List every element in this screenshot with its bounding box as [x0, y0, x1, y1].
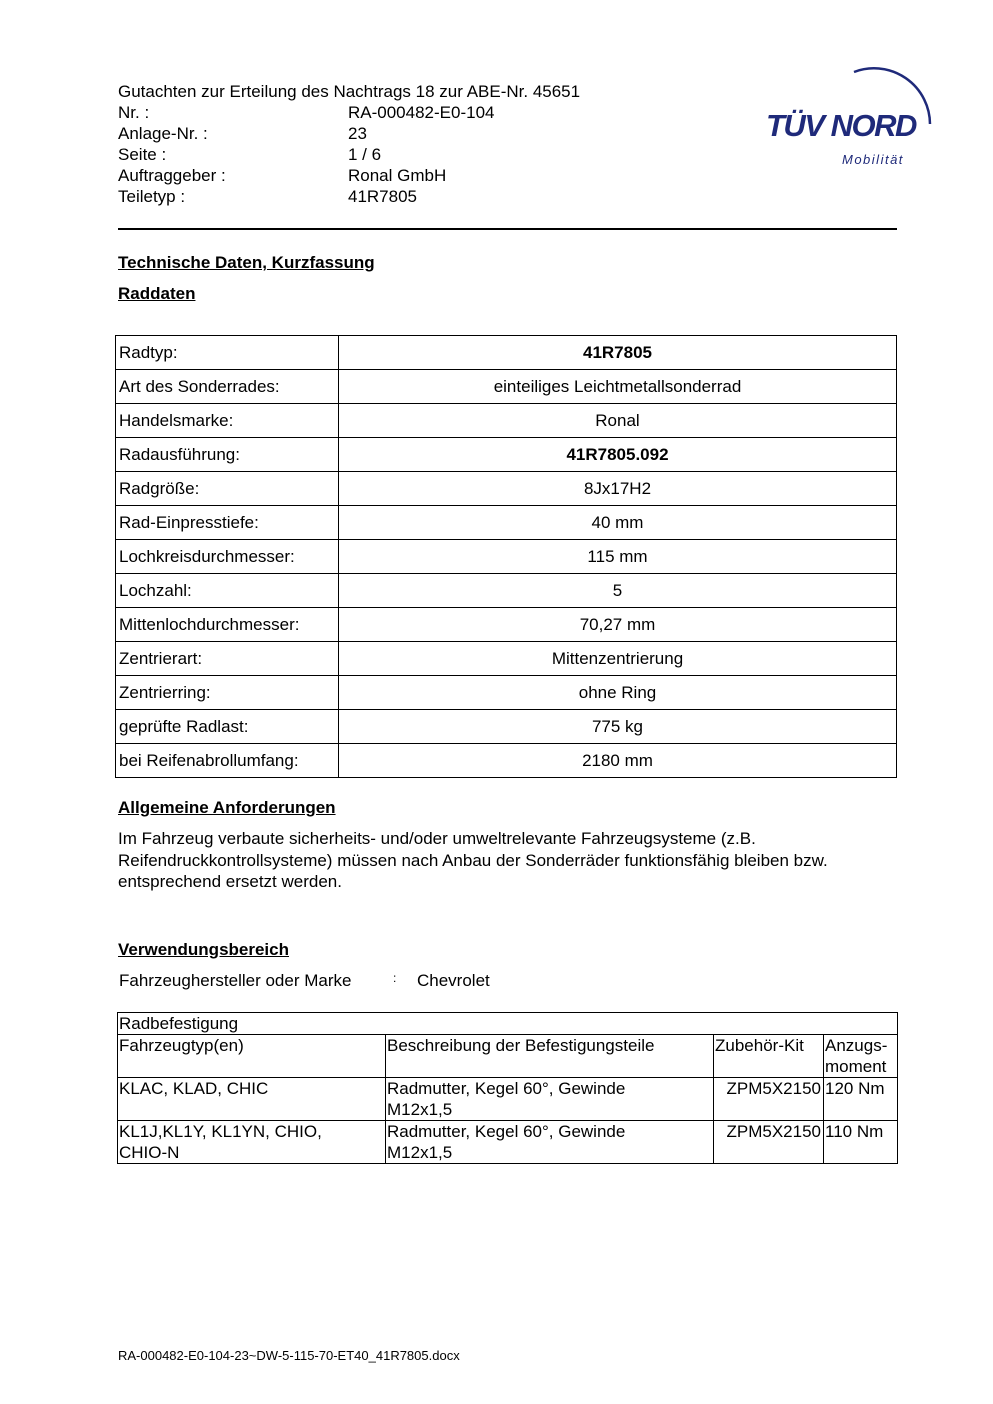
table-row: [116, 710, 897, 744]
table-row: [116, 472, 897, 506]
table-cell-label: Handelsmarke:: [116, 404, 339, 438]
table-cell-value: 115 mm: [339, 540, 897, 574]
table-caption-row: [118, 1013, 898, 1035]
table-row: [116, 506, 897, 540]
table-cell-value: Mittenzentrierung: [339, 642, 897, 676]
tuv-nord-logo: [762, 58, 942, 173]
table-cell-label: geprüfte Radlast:: [116, 710, 339, 744]
table-cell: ZPM5X2150: [714, 1078, 824, 1121]
table-cell-value: 41R7805.092: [339, 438, 897, 472]
wheel-fastening-table: [117, 1012, 898, 1164]
table-row: [116, 370, 897, 404]
section-heading-wheel-data: Raddaten: [118, 284, 196, 303]
footer-filename: RA-000482-E0-104-23~DW-5-115-70-ET40_41R7805.docx: [118, 1348, 460, 1363]
table-row: [116, 744, 897, 778]
table-cell: Radmutter, Kegel 60°, Gewinde M12x1,5: [386, 1121, 714, 1164]
table-row: [116, 404, 897, 438]
logo-subtitle: Mobilität: [842, 152, 904, 167]
table-cell: KL1J,KL1Y, KL1YN, CHIO, CHIO-N: [118, 1121, 386, 1164]
table-cell-label: Radtyp:: [116, 336, 339, 370]
logo-text: TÜV NORD: [766, 108, 916, 143]
header-label: Auftraggeber :: [118, 166, 226, 185]
column-header: Anzugs- moment: [824, 1035, 898, 1078]
header-label: Anlage-Nr. :: [118, 124, 208, 143]
table-cell: Radmutter, Kegel 60°, Gewinde M12x1,5: [386, 1078, 714, 1121]
table-cell-value: 41R7805: [339, 336, 897, 370]
table-row: [116, 608, 897, 642]
table-cell-label: Radausführung:: [116, 438, 339, 472]
header-value: RA-000482-E0-104: [348, 103, 495, 122]
header-value: 1 / 6: [348, 145, 382, 164]
table-cell-label: bei Reifenabrollumfang:: [116, 744, 339, 778]
header-label: Teiletyp :: [118, 187, 186, 206]
wheel-data-table: [115, 335, 897, 778]
header-value: 23: [348, 124, 367, 143]
section-heading-usage: Verwendungsbereich: [118, 940, 289, 959]
table-row: [118, 1078, 898, 1121]
section-heading-general-requirements: Allgemeine Anforderungen: [118, 798, 336, 817]
table-row: [116, 540, 897, 574]
table-row: [116, 676, 897, 710]
table-cell-value: 5: [339, 574, 897, 608]
table-cell: 110 Nm: [824, 1121, 898, 1164]
table-row: [116, 574, 897, 608]
table-cell-label: Mittenlochdurchmesser:: [116, 608, 339, 642]
general-requirements-paragraph: [118, 828, 918, 893]
table-cell: 120 Nm: [824, 1078, 898, 1121]
paragraph-line: Im Fahrzeug verbaute sicherheits- und/oder umweltrelevante Fahrzeugsysteme (z.B.: [118, 829, 756, 848]
column-header: Fahrzeugtyp(en): [118, 1035, 386, 1078]
header-value: Ronal GmbH: [348, 166, 447, 185]
section-heading-technical: Technische Daten, Kurzfassung: [118, 253, 375, 272]
table-cell-value: einteiliges Leichtmetallsonderrad: [339, 370, 897, 404]
table-cell-label: Radgröße:: [116, 472, 339, 506]
table-caption: Radbefestigung: [118, 1013, 898, 1035]
paragraph-line: Reifendruckkontrollsysteme) müssen nach Anbau der Sonderräder funktionsfähig bleiben bzw.: [118, 850, 828, 870]
table-row: [116, 336, 897, 370]
paragraph-line: entsprechend ersetzt werden.: [118, 872, 342, 891]
table-cell-value: 775 kg: [339, 710, 897, 744]
table-cell-value: 70,27 mm: [339, 608, 897, 642]
table-cell-value: 8Jx17H2: [339, 472, 897, 506]
table-cell: KLAC, KLAD, CHIC: [118, 1078, 386, 1121]
header-label: Nr. :: [118, 103, 150, 122]
column-header: Beschreibung der Befestigungsteile: [386, 1035, 714, 1078]
header-label: Seite :: [118, 145, 167, 164]
table-cell: ZPM5X2150: [714, 1121, 824, 1164]
report-title: Gutachten zur Erteilung des Nachtrags 18 zur ABE-Nr. 45651: [118, 82, 581, 101]
table-header-row: [118, 1035, 898, 1078]
table-cell-value: Ronal: [339, 404, 897, 438]
table-cell-value: 2180 mm: [339, 744, 897, 778]
manufacturer-colon: :: [393, 971, 397, 985]
table-cell-value: 40 mm: [339, 506, 897, 540]
table-row: [118, 1121, 898, 1164]
table-cell-label: Zentrierart:: [116, 642, 339, 676]
manufacturer-label: Fahrzeughersteller oder Marke: [119, 971, 352, 990]
column-header: Zubehör-Kit: [714, 1035, 824, 1078]
manufacturer-value: Chevrolet: [417, 971, 490, 990]
table-cell-value: ohne Ring: [339, 676, 897, 710]
table-cell-label: Lochkreisdurchmesser:: [116, 540, 339, 574]
header-value: 41R7805: [348, 187, 418, 206]
table-cell-label: Zentrierring:: [116, 676, 339, 710]
table-cell-label: Rad-Einpresstiefe:: [116, 506, 339, 540]
table-row: [116, 642, 897, 676]
table-cell-label: Art des Sonderrades:: [116, 370, 339, 404]
table-cell-label: Lochzahl:: [116, 574, 339, 608]
table-row: [116, 438, 897, 472]
header-divider: [118, 228, 897, 230]
